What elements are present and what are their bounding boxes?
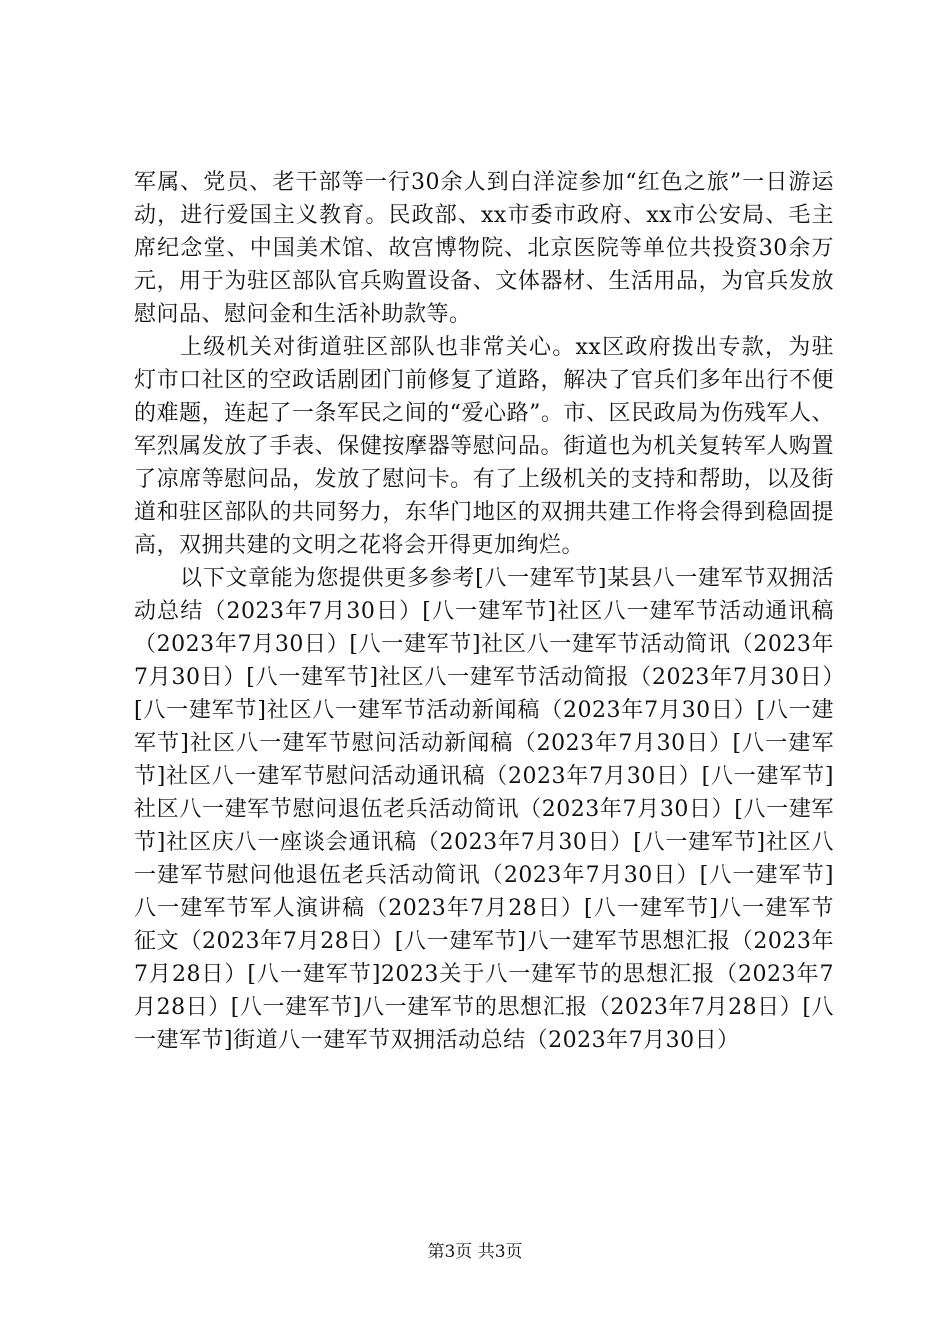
paragraph-3-related-articles: 以下文章能为您提供更多参考[八一建军节]某县八一建军节双拥活动总结（2023年7月30日）[八一建军节]社区八一建军节活动通讯稿（2023年7月30日）[八一建军节]社区八一建军节活动简讯（2023年7月30日）[八一建军节]社区八一建军节活动简报（2023年7月30日）[八一建军节]社区八一建军节活动新闻稿（2023年7月30日）[八一建军节]社区八一建军节慰问活动新闻稿（2023年7月30日）[八一建军节]社区八一建军节慰问活动通讯稿（2023年7月30日）[八一建军节]社区八一建军节慰问退伍老兵活动简讯（2023年7月30日）[八一建军节]社区庆八一座谈会通讯稿（2023年7月30日）[八一建军节]社区八一建军节慰问他退伍老兵活动简讯（2023年7月30日）[八一建军节]八一建军节军人演讲稿（2023年7月28日）[八一建军节]八一建军节征文（2023年7月28日）[八一建军节]八一建军节思想汇报（2023年7月28日）[八一建军节]2023关于八一建军节的思想汇报（2023年7月28日）[八一建军节]八一建军节的思想汇报（2023年7月28日）[八一建军节]街道八一建军节双拥活动总结（2023年7月30日） <box>134 566 834 1053</box>
paragraph-2: 上级机关对街道驻区部队也非常关心。xx区政府拨出专款，为驻灯市口社区的空政话剧团门前修复了道路，解决了官兵们多年出行不便的难题，连起了一条军民之间的“爱心路”。市、区民政局为伤残军人、军烈属发放了手表、保健按摩器等慰问品。街道也为机关复转军人购置了凉席等慰问品，发放了慰问卡。有了上级机关的支持和帮助，以及街道和驻区部队的共同努力，东华门地区的双拥共建工作将会得到稳固提高，双拥共建的文明之花将会开得更加绚烂。 <box>134 335 834 558</box>
paragraph-1: 军属、党员、老干部等一行30余人到白洋淀参加“红色之旅”一日游运动，进行爱国主义教育。民政部、xx市委市政府、xx市公安局、毛主席纪念堂、中国美术馆、故宫博物院、北京医院等单位共投资30余万元，用于为驻区部队官兵购置设备、文体器材、生活用品，为官兵发放慰问品、慰问金和生活补助款等。 <box>134 170 834 327</box>
page-number-footer: 第3页 共3页 <box>427 1242 523 1262</box>
document-body <box>134 166 834 1057</box>
